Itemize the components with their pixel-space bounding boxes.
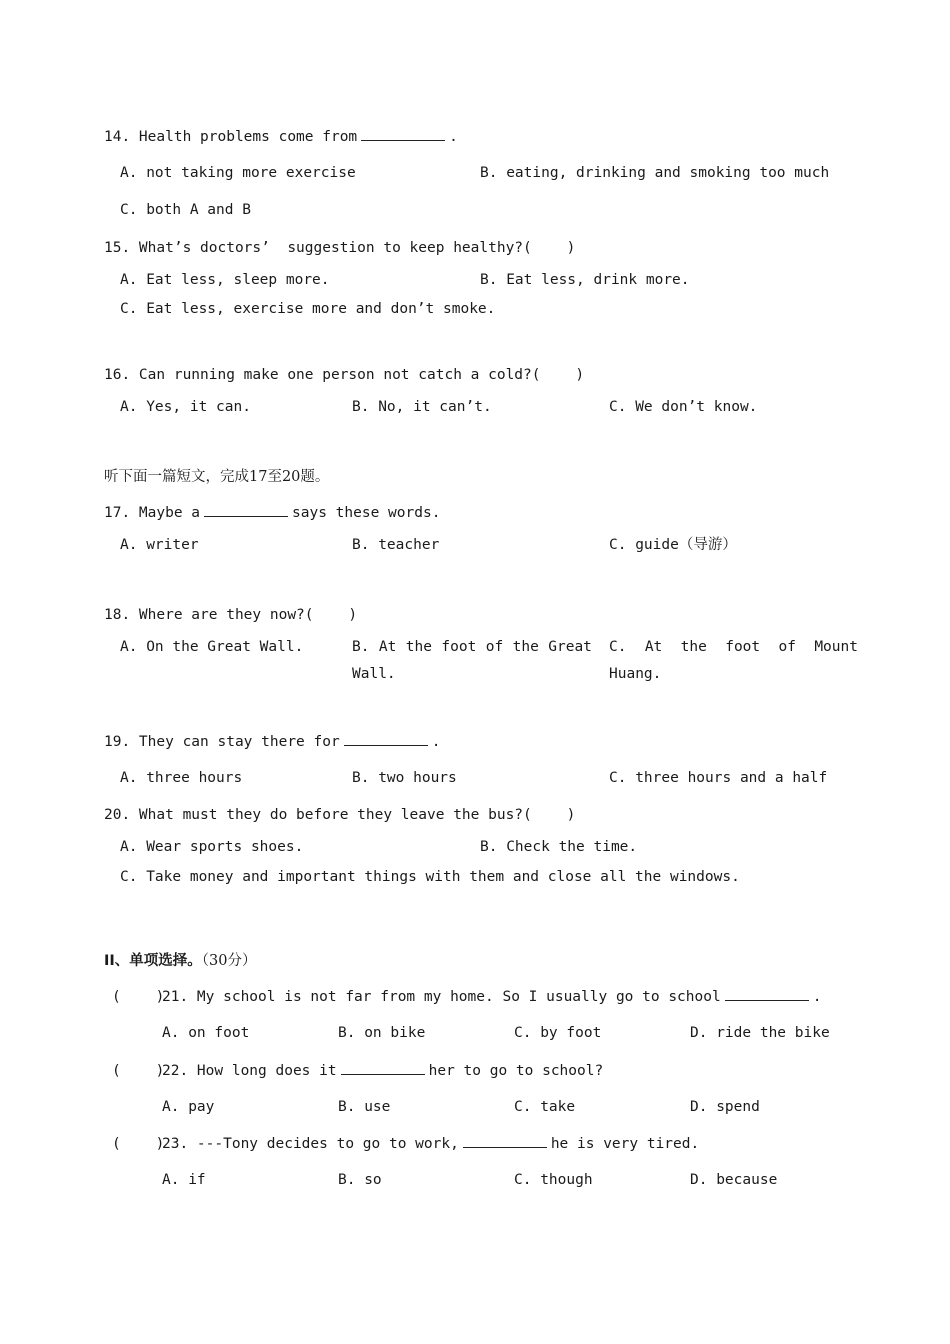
q17-stem-pre: 17. Maybe a [104,505,201,521]
listening-section-note: 听下面一篇短文，完成17至20题。 [104,469,330,485]
q14-option-c: C. both A and B [120,202,251,218]
q17-option-b: B. teacher [352,537,440,553]
section-2-score: （30分） [201,953,257,969]
q14-option-b: B. eating, drinking and smoking too much [480,165,830,181]
q19-option-a: A. three hours [120,770,243,786]
q20-option-a: A. Wear sports shoes. [120,839,304,855]
q17-stem-post: says these words. [292,505,441,521]
answer-blank [344,733,428,746]
q16-option-b: B. No, it can’t. [352,399,492,415]
q20-option-b: B. Check the time. [480,839,638,855]
q20-option-c: C. Take money and important things with them and close all the windows. [120,869,740,885]
q19-stem-pre: 19. They can stay there for [104,734,340,750]
word: Mount [814,639,858,655]
answer-blank [361,128,445,141]
q18-option-b-line1 [352,634,592,661]
q21-option-c: C. by foot [514,1025,602,1041]
q17-option-a: A. writer [120,537,199,553]
word: C. [609,639,627,655]
word: foot [441,639,477,655]
q21-answer-paren: ( ) [112,989,165,1005]
q14-stem-pre: 14. Health problems come from [104,129,358,145]
word: the [405,639,432,655]
q21-stem-post: . [812,989,822,1005]
answer-blank [204,504,288,517]
q23-option-c: C. though [514,1172,593,1188]
question-16-stem: 16. Can running make one person not catch a cold?( ) [104,367,585,383]
q16-option-c: C. We don’t know. [609,399,758,415]
q14-stem-post: . [449,129,458,145]
question-19-stem [104,733,440,751]
question-17-stem [104,504,440,522]
q23-option-d: D. because [690,1172,778,1188]
q23-option-a: A. if [162,1172,206,1188]
q21-option-a: A. on foot [162,1025,250,1041]
question-21-stem [162,988,821,1006]
q18-option-b-line2: Wall. [352,666,396,682]
q22-stem-post: her to go to school? [428,1063,604,1079]
answer-blank [463,1135,547,1148]
section-2-title: II、单项选择。 [104,953,202,969]
answer-blank [341,1062,425,1075]
q21-option-b: B. on bike [338,1025,426,1041]
word: the [680,639,707,655]
word: B. [352,639,370,655]
q17-option-c: C. guide（导游） [609,537,737,553]
q18-option-b [352,634,592,688]
word: Great [548,639,592,655]
q22-stem-pre: 22. How long does it [162,1063,337,1079]
question-15-stem: 15. What’s doctors’ suggestion to keep healthy?( ) [104,240,576,256]
q16-option-a: A. Yes, it can. [120,399,251,415]
q15-option-b: B. Eat less, drink more. [480,272,690,288]
question-22-stem [162,1062,603,1080]
question-23-stem [162,1135,699,1153]
q22-option-d: D. spend [690,1099,760,1115]
q22-option-a: A. pay [162,1099,215,1115]
word: of [485,639,504,655]
q19-option-c: C. three hours and a half [609,770,828,786]
q18-option-c-line1 [609,634,858,661]
q21-option-d: D. ride the bike [690,1025,830,1041]
q21-stem-pre: 21. My school is not far from my home. So I usually go to school [162,989,721,1005]
q22-answer-paren: ( ) [112,1063,165,1079]
q22-option-b: B. use [338,1099,391,1115]
section-2-heading [104,952,257,970]
question-18-stem: 18. Where are they now?( ) [104,607,358,623]
q18-option-c [609,634,858,688]
answer-blank [725,988,809,1001]
q23-stem-pre: 23. ---Tony decides to go to work, [162,1136,459,1152]
word: At [644,639,663,655]
q23-option-b: B. so [338,1172,382,1188]
q22-option-c: C. take [514,1099,576,1115]
word: the [512,639,539,655]
q19-stem-post: . [431,734,441,750]
word: of [778,639,796,655]
question-14-stem [104,128,458,146]
question-20-stem: 20. What must they do before they leave the bus?( ) [104,807,576,823]
q18-option-a: A. On the Great Wall. [120,639,304,655]
q23-stem-post: he is very tired. [550,1136,700,1152]
q15-option-a: A. Eat less, sleep more. [120,272,330,288]
word: At [378,639,397,655]
q15-option-c: C. Eat less, exercise more and don’t smoke. [120,301,496,317]
q18-option-c-line2: Huang. [609,666,662,682]
q14-option-a: A. not taking more exercise [120,165,356,181]
word: foot [725,639,761,655]
q19-option-b: B. two hours [352,770,457,786]
q23-answer-paren: ( ) [112,1136,165,1152]
